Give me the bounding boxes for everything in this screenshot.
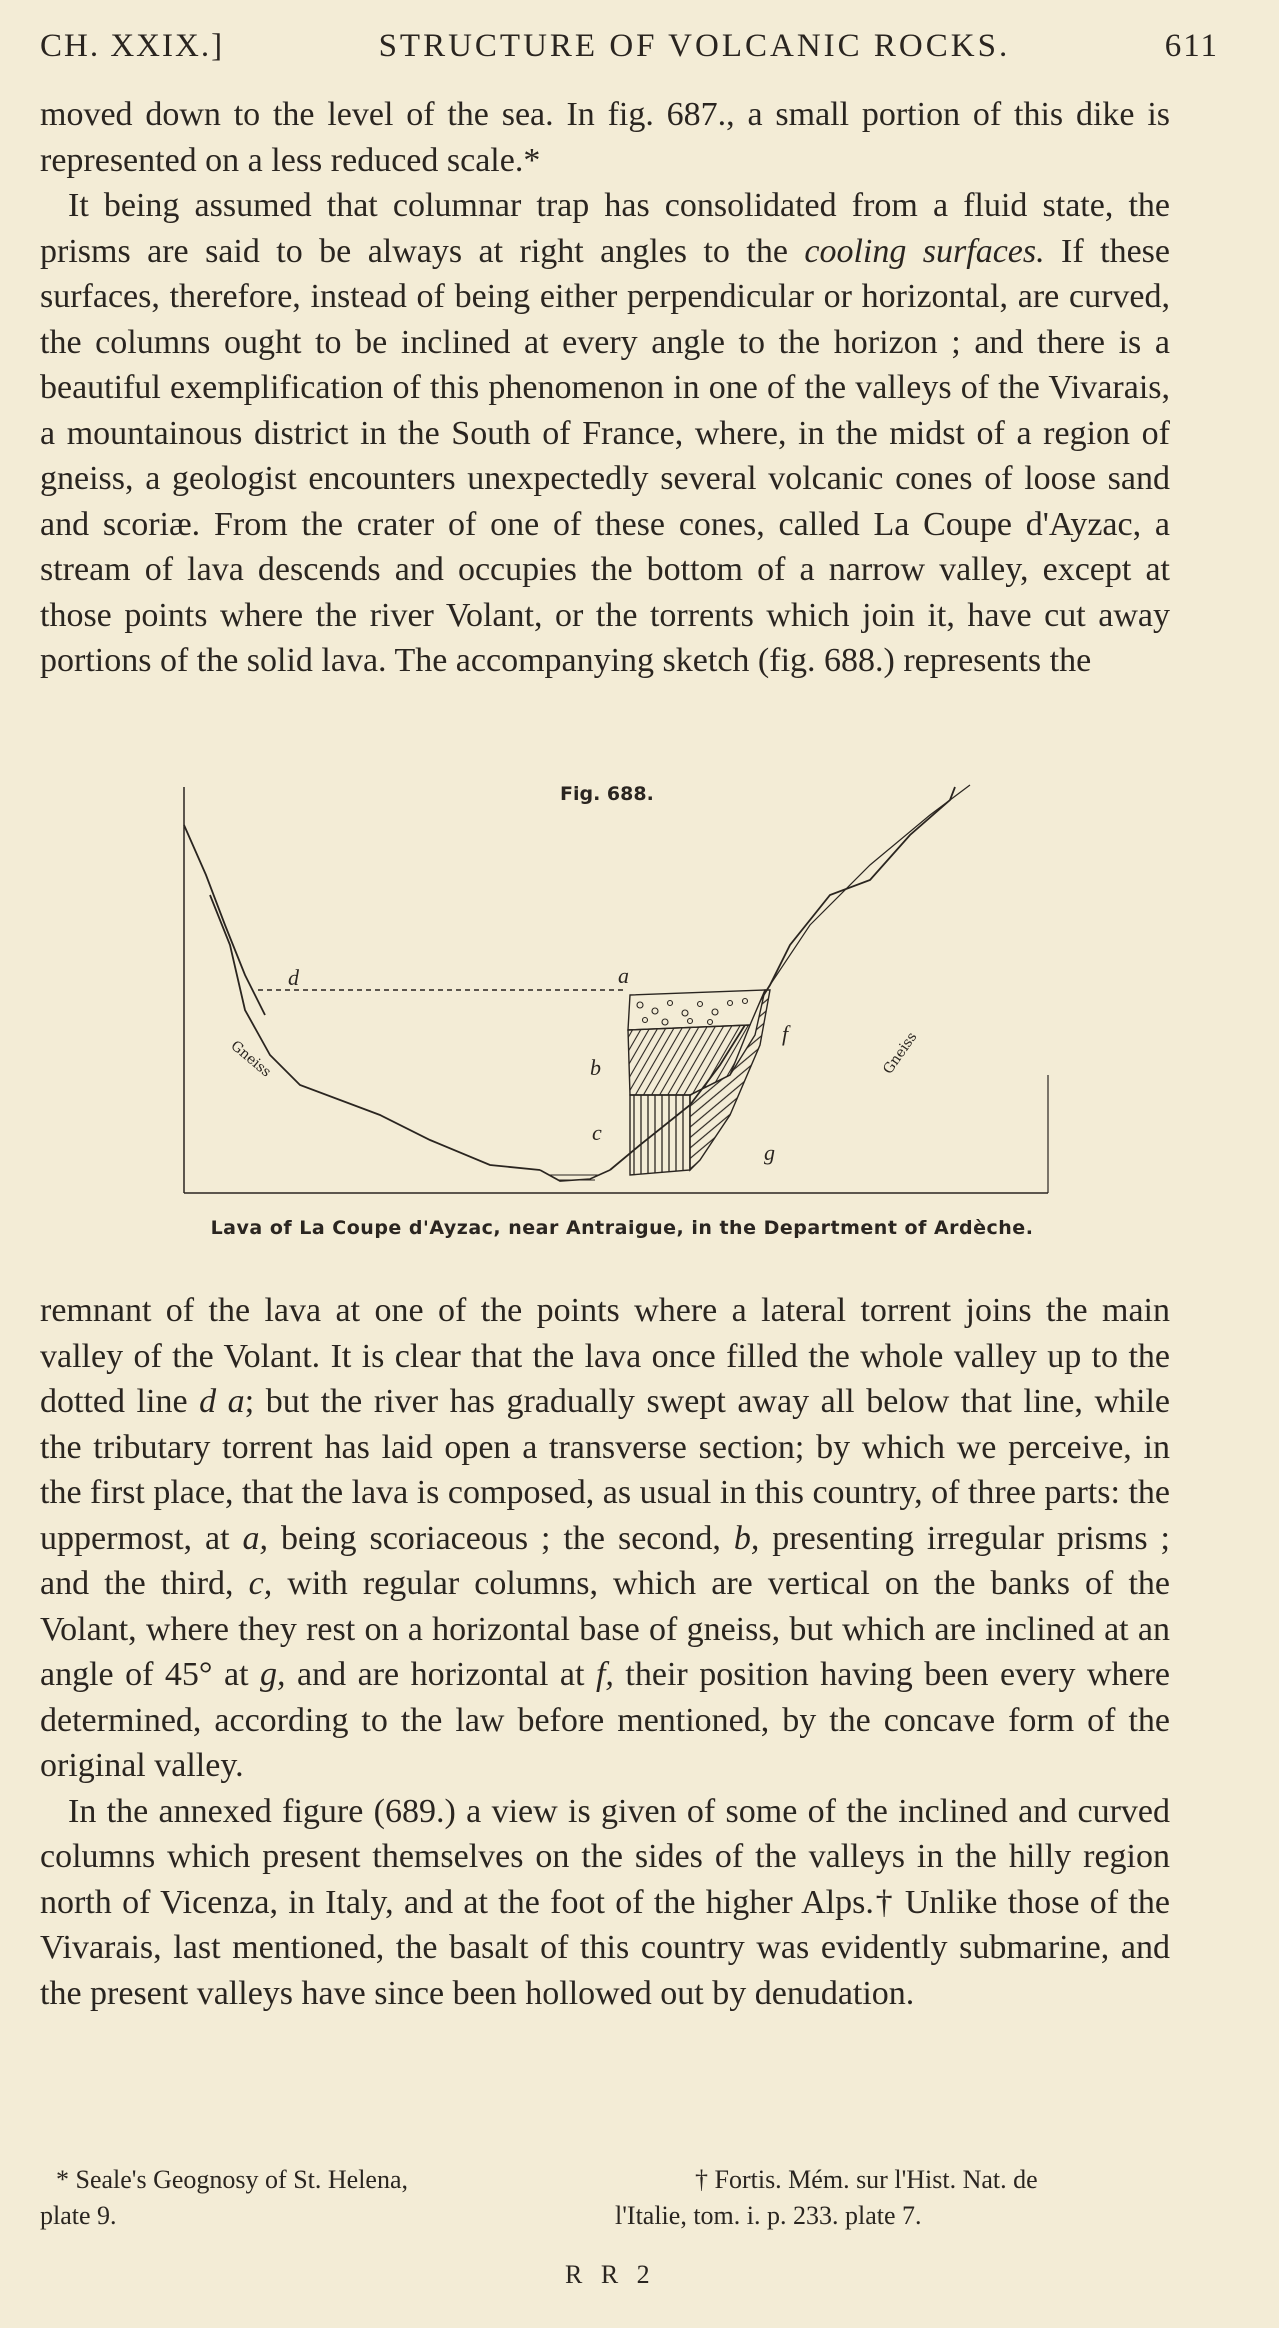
text-run: If these surfaces, therefore, instead of being either perpendicular or horizontal, are curved, the columns ought to be inclined at every angle to the horizon ; and there is a beautiful exemplification of this phenomenon in one of the valleys of the Vivarais, a mountainous district in the South of France, where, in the midst of a region of gneiss, a geologist encounters unexpectedly several volcanic cones of loose sand and scoriæ. From the crater of one of these cones, called La Coupe d'Ayzac, a stream of lava descends and occupies the bottom of a narrow valley, except at those points where the river Volant, or the torrents which join it, have cut away portions of the solid lava. The accompanying sketch (fig. 688.) represents the	[40, 232, 1170, 679]
signature-mark: R R 2	[565, 2260, 656, 2289]
italic-term: b,	[733, 1519, 760, 1557]
figure-letter-c: c	[592, 1120, 602, 1145]
figure-letter-a: a	[618, 963, 629, 988]
footnote-fortis	[615, 2162, 1180, 2234]
italic-term: a,	[242, 1519, 269, 1557]
figure-caption: Lava of La Coupe d'Ayzac, near Antraigue, in the Department of Ardèche.	[210, 1217, 1034, 1239]
paragraph: In the annexed figure (689.) a view is given of some of the inclined and curved columns which present themselves on the sides of the valleys in the hilly region north of Vicenza, in Italy, and at the foot of the higher Alps.† Unlike those of the Vivarais, last mentioned, the basalt of this country was evidently submarine, and the present valleys have since been hollowed out by denudation.	[40, 1792, 1170, 2012]
italic-term: d a	[199, 1383, 245, 1420]
text-run: their position having been every where determined, according to the law before mentioned, by the concave form of the original valley.	[40, 1656, 1171, 1784]
body-text-bottom	[40, 1288, 1170, 2016]
text-run: presenting irregular prisms ; and the third,	[40, 1519, 1171, 1602]
figure-letter-f: f	[782, 1021, 789, 1046]
rock-label-right: Gneiss	[880, 1029, 921, 1078]
chapter-ref: CH. XXIX.]	[40, 28, 225, 64]
figure-688	[170, 775, 1070, 1245]
paragraph	[40, 183, 1170, 684]
valley-section-illustration	[170, 775, 1070, 1245]
text-run: remnant of the lava at one of the points where a lateral torrent joins the main valley of the Volant. It is clear that the lava once filled the whole valley up to the dotted line	[40, 1292, 1170, 1420]
text-run: and are horizontal at	[285, 1656, 596, 1693]
text-run: being scoriaceous ; the second,	[268, 1519, 734, 1557]
paragraph	[40, 1288, 1170, 1789]
footnote-seale	[40, 2162, 600, 2234]
figure-letter-d: d	[288, 965, 299, 990]
italic-term: cooling surfaces.	[804, 232, 1045, 270]
running-title: STRUCTURE OF VOLCANIC ROCKS.	[378, 28, 1011, 64]
figure-letter-b: b	[590, 1055, 601, 1080]
footnote-line: * Seale's Geognosy of St. Helena,	[56, 2165, 409, 2194]
page-number: 611	[1164, 28, 1219, 64]
body-text-top	[40, 92, 1170, 684]
italic-term: c,	[248, 1565, 273, 1602]
footnote-line: † Fortis. Mém. sur l'Hist. Nat. de	[695, 2165, 1038, 2194]
text-run: ; but the river has gradually swept away all below that line, while the tributary torrent has laid open a transverse section; by which we perceive, in the first place, that the lava is composed, as usual in this country, of three parts: the uppermost, at	[40, 1383, 1171, 1557]
italic-term: f,	[595, 1656, 614, 1693]
text-run: It being assumed that columnar trap has consolidated from a fluid state, the prisms are said to be always at right angles to the	[40, 187, 1170, 270]
figure-letter-g: g	[764, 1140, 775, 1165]
footnote-line: plate 9.	[40, 2201, 117, 2230]
text-run: with regular columns, which are vertical on the banks of the Volant, where they rest on a horizontal base of gneiss, but which are inclined at an angle of 45° at	[40, 1565, 1170, 1693]
footnote-line: l'Italie, tom. i. p. 233. plate 7.	[615, 2201, 922, 2230]
figure-label: Fig. 688.	[560, 783, 654, 805]
rock-label-left: Gneiss	[227, 1037, 274, 1081]
italic-term: g,	[260, 1656, 286, 1693]
running-header	[40, 28, 1219, 78]
paragraph: moved down to the level of the sea. In fig. 687., a small portion of this dike is represented on a less reduced scale.*	[40, 96, 1170, 179]
